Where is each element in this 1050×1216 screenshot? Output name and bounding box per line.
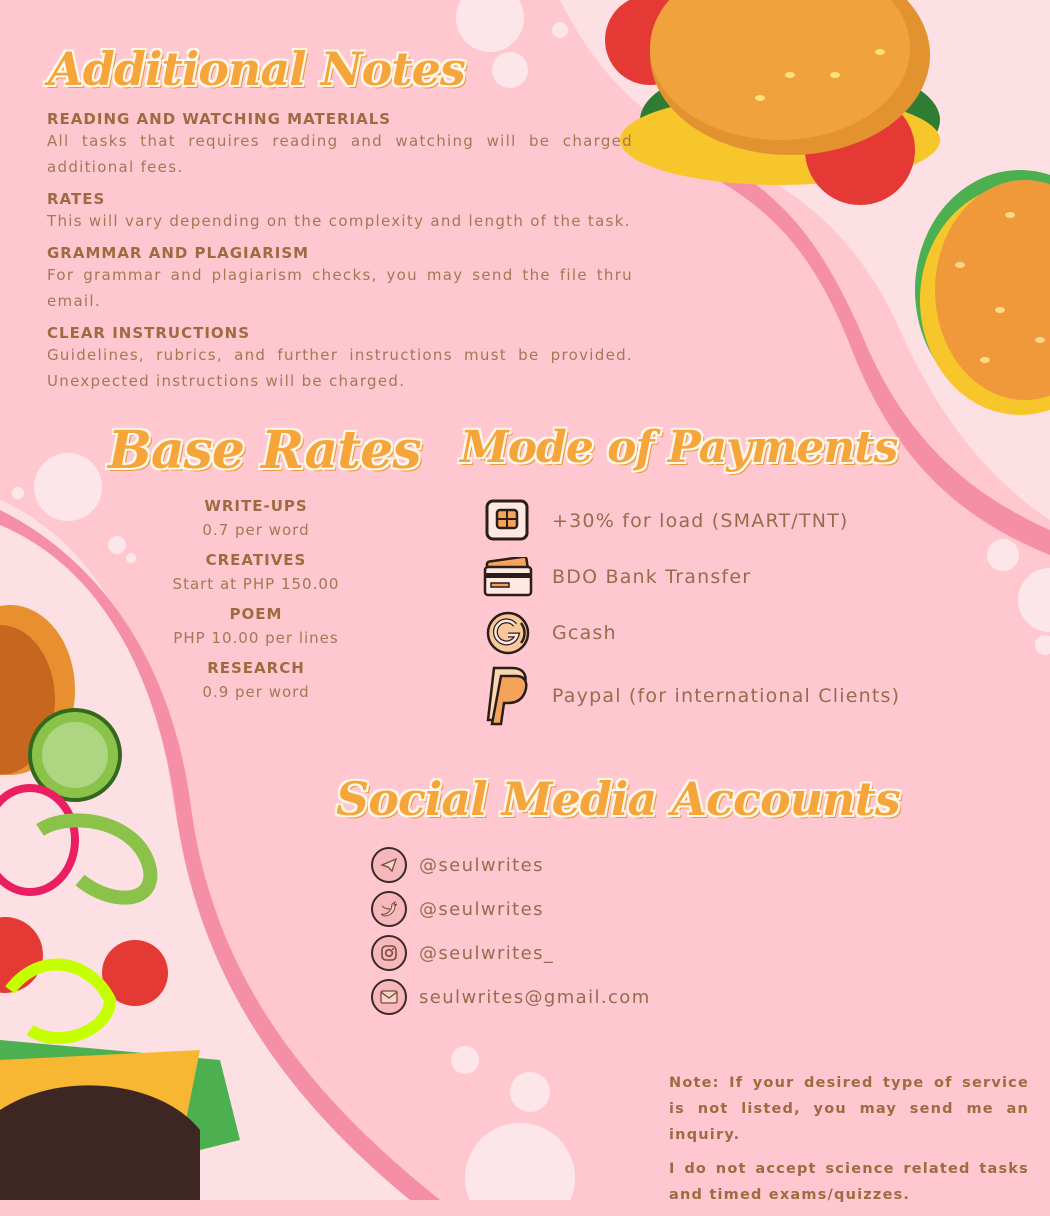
note-heading: GRAMMAR AND PLAGIARISM bbox=[47, 244, 310, 262]
rate-item bbox=[146, 497, 366, 539]
rate-value: 0.9 per word bbox=[202, 683, 310, 701]
telegram-icon bbox=[371, 847, 407, 883]
payment-item bbox=[482, 661, 952, 731]
social-title: Social Media Accounts bbox=[336, 772, 900, 826]
social-list bbox=[371, 843, 731, 1019]
bank-card-icon bbox=[482, 551, 534, 603]
social-handle: @seulwrites bbox=[419, 898, 544, 920]
payments-list bbox=[482, 493, 952, 731]
note-heading: READING AND WATCHING MATERIALS bbox=[47, 110, 392, 128]
note-heading: RATES bbox=[47, 190, 106, 208]
twitter-icon bbox=[371, 891, 407, 927]
social-handle: @seulwrites bbox=[419, 854, 544, 876]
payment-label: Paypal (for international Clients) bbox=[552, 685, 901, 707]
instagram-icon bbox=[371, 935, 407, 971]
footnote-exclusions: I do not accept science related tasks and timed exams/quizzes. bbox=[669, 1161, 1029, 1203]
social-item[interactable] bbox=[371, 843, 731, 887]
rate-name: RESEARCH bbox=[207, 659, 305, 677]
payment-label: BDO Bank Transfer bbox=[552, 566, 752, 588]
note-body: This will vary depending on the complexity and length of the task. bbox=[47, 212, 631, 230]
social-handle: seulwrites@gmail.com bbox=[419, 986, 651, 1008]
base-rates-list bbox=[146, 497, 366, 713]
social-item[interactable] bbox=[371, 975, 731, 1019]
payment-label: +30% for load (SMART/TNT) bbox=[552, 510, 849, 532]
payment-item bbox=[482, 605, 952, 661]
rate-value: 0.7 per word bbox=[202, 521, 310, 539]
note-item bbox=[47, 190, 633, 234]
base-rates-title: Base Rates bbox=[108, 420, 421, 481]
note-item bbox=[47, 244, 633, 314]
email-icon bbox=[371, 979, 407, 1015]
note-heading: CLEAR INSTRUCTIONS bbox=[47, 324, 251, 342]
payments-title: Mode of Payments bbox=[460, 422, 898, 473]
rate-item bbox=[146, 605, 366, 647]
footnotes bbox=[669, 1070, 1029, 1216]
rate-value: PHP 10.00 per lines bbox=[173, 629, 339, 647]
sim-card-icon bbox=[482, 495, 534, 547]
social-handle: @seulwrites_ bbox=[419, 942, 555, 964]
footnote-inquiry: Note: If your desired type of service is not listed, you may send me an inquiry. bbox=[669, 1075, 1029, 1143]
rate-item bbox=[146, 551, 366, 593]
paypal-icon bbox=[482, 663, 534, 729]
note-item bbox=[47, 110, 633, 180]
note-item bbox=[47, 324, 633, 394]
note-body: Guidelines, rubrics, and further instructions must be provided. Unexpected instructions will be charged. bbox=[47, 346, 633, 390]
social-item[interactable] bbox=[371, 931, 731, 975]
payment-item bbox=[482, 493, 952, 549]
rate-name: CREATIVES bbox=[205, 551, 307, 569]
gcash-icon bbox=[482, 607, 534, 659]
note-body: For grammar and plagiarism checks, you may send the file thru email. bbox=[47, 266, 633, 310]
social-item[interactable] bbox=[371, 887, 731, 931]
rate-value: Start at PHP 150.00 bbox=[172, 575, 340, 593]
note-body: All tasks that requires reading and watching will be charged additional fees. bbox=[47, 132, 633, 176]
payment-label: Gcash bbox=[552, 622, 617, 644]
payment-item bbox=[482, 549, 952, 605]
rate-name: WRITE-UPS bbox=[204, 497, 308, 515]
rate-name: POEM bbox=[229, 605, 283, 623]
rate-item bbox=[146, 659, 366, 701]
additional-notes-list bbox=[47, 110, 633, 404]
additional-notes-title: Additional Notes bbox=[48, 42, 465, 96]
